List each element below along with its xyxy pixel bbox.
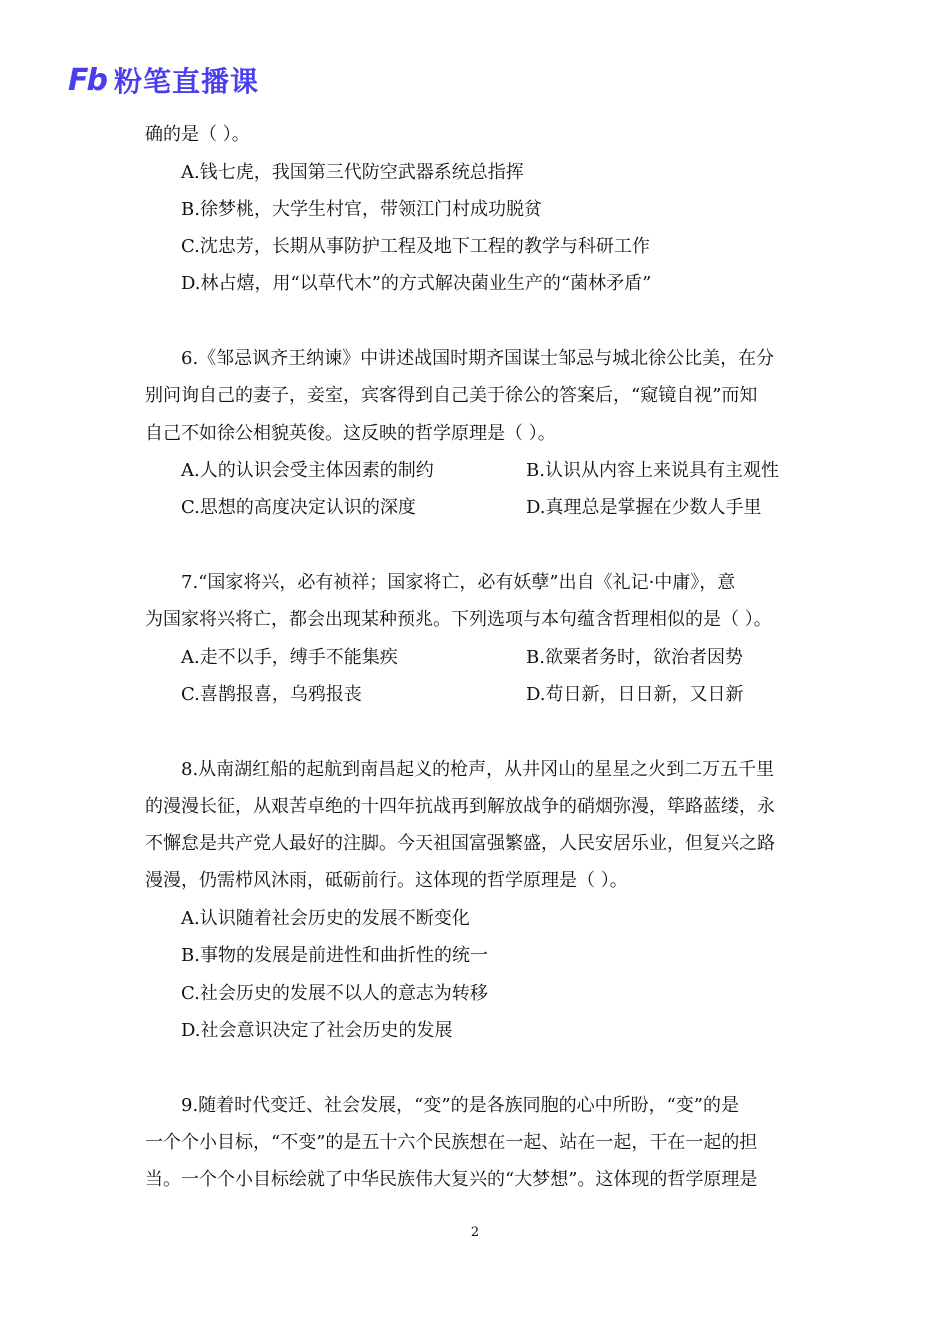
brand-name: 粉笔直播课 xyxy=(113,65,259,98)
q8-option-a: A.认识随着社会历史的发展不断变化 xyxy=(181,908,470,929)
q6-option-b: B.认识从内容上来说具有主观性 xyxy=(526,460,779,481)
q5-option-a: A.钱七虎，我国第三代防空武器系统总指挥 xyxy=(181,162,524,183)
q6-stem-line: 别问询自己的妻子，妾室，宾客得到自己美于徐公的答案后，“窥镜自视”而知 xyxy=(145,385,758,406)
q8-option-c: C.社会历史的发展不以人的意志为转移 xyxy=(181,983,488,1004)
q7-option-a: A.走不以手，缚手不能集疾 xyxy=(181,647,398,668)
q8-stem-line: 的漫漫长征，从艰苦卓绝的十四年抗战再到解放战争的硝烟弥漫，筚路蓝缕，永 xyxy=(145,796,775,817)
page-number: 2 xyxy=(470,1225,480,1240)
q5-option-d: D.林占熺，用“以草代木”的方式解决菌业生产的“菌林矛盾” xyxy=(181,273,652,294)
q5-option-c: C.沈忠芳，长期从事防护工程及地下工程的教学与科研工作 xyxy=(181,236,650,257)
q9-stem-line: 9.随着时代变迁、社会发展，“变”的是各族同胞的心中所盼，“变”的是 xyxy=(181,1095,739,1116)
q9-stem-line: 当。一个个小目标绘就了中华民族伟大复兴的“大梦想”。这体现的哲学原理是 xyxy=(145,1169,758,1190)
q6-option-a: A.人的认识会受主体因素的制约 xyxy=(181,460,434,481)
q7-stem-line: 7.“国家将兴，必有祯祥；国家将亡，必有妖孽”出自《礼记·中庸》，意 xyxy=(181,572,736,593)
q5-option-b: B.徐梦桃，大学生村官，带领江门村成功脱贫 xyxy=(181,199,542,220)
q7-stem-line: 为国家将兴将亡，都会出现某种预兆。下列选项与本句蕴含哲理相似的是（ ）。 xyxy=(145,609,772,630)
q7-option-b: B.欲粟者务时，欲治者因势 xyxy=(526,647,743,668)
q5-stem: 确的是（ ）。 xyxy=(145,124,250,145)
q6-stem-line: 自己不如徐公相貌英俊。这反映的哲学原理是（ ）。 xyxy=(145,423,556,444)
q6-option-d: D.真理总是掌握在少数人手里 xyxy=(526,497,762,518)
q8-stem-line: 8.从南湖红船的起航到南昌起义的枪声，从井冈山的星星之火到二万五千里 xyxy=(181,759,775,780)
q7-option-c: C.喜鹊报喜，乌鸦报丧 xyxy=(181,684,362,705)
q8-stem-line: 不懈怠是共产党人最好的注脚。今天祖国富强繁盛，人民安居乐业，但复兴之路 xyxy=(145,833,775,854)
q6-option-c: C.思想的高度决定认识的深度 xyxy=(181,497,416,518)
q8-option-b: B.事物的发展是前进性和曲折性的统一 xyxy=(181,945,488,966)
q8-stem-line: 漫漫，仍需栉风沐雨，砥砺前行。这体现的哲学原理是（ ）。 xyxy=(145,870,628,891)
q8-option-d: D.社会意识决定了社会历史的发展 xyxy=(181,1020,453,1041)
q6-stem-line: 6.《邹忌讽齐王纳谏》中讲述战国时期齐国谋士邹忌与城北徐公比美，在分 xyxy=(181,348,775,369)
q7-option-d: D.苟日新，日日新，又日新 xyxy=(526,684,744,705)
fb-logo-icon: Fb xyxy=(68,62,106,98)
q9-stem-line: 一个个小目标，“不变”的是五十六个民族想在一起、站在一起，干在一起的担 xyxy=(145,1132,758,1153)
brand-logo xyxy=(68,62,259,98)
